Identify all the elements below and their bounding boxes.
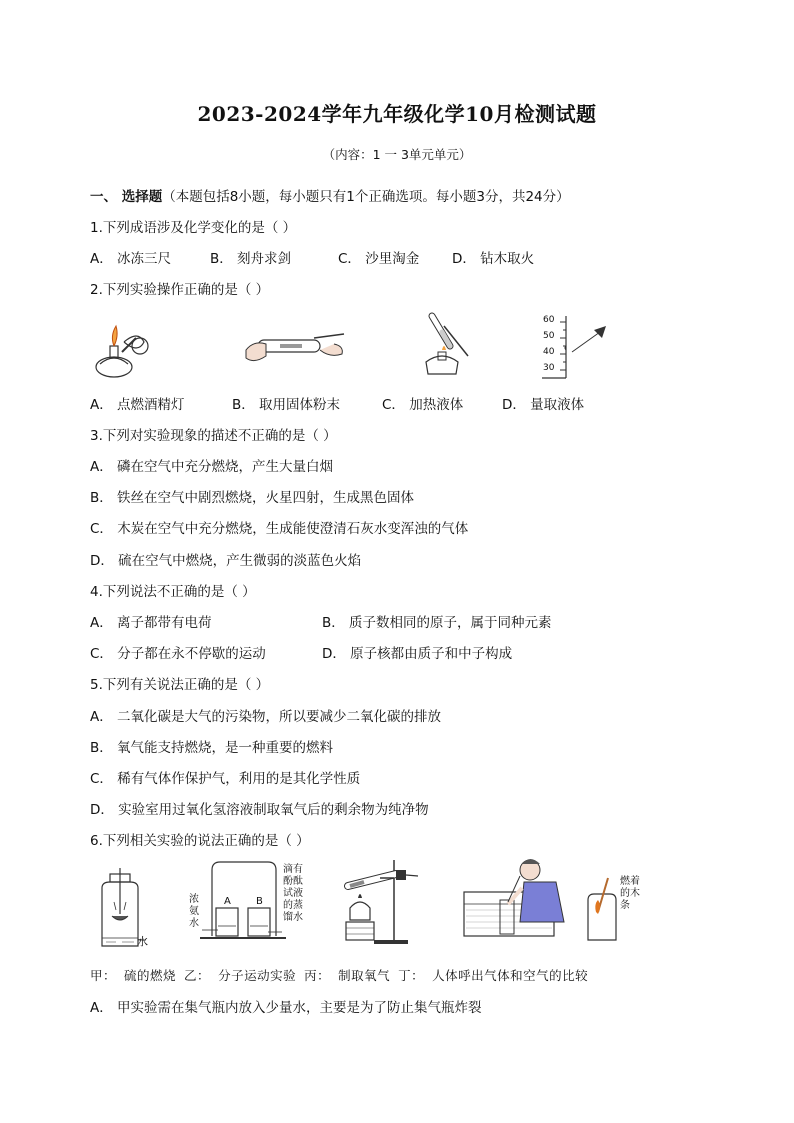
label-burning-stick-2: 的木: [620, 888, 640, 899]
q6-option-a: A． 甲实验需在集气瓶内放入少量水，主要是为了防止集气瓶炸裂: [90, 1000, 482, 1016]
q2-option-c: C． 加热液体: [382, 397, 464, 413]
powder-test-tube-figure: [240, 322, 350, 377]
q1-option-b: B． 刻舟求剑: [210, 251, 292, 267]
label-conc-ammonia-2: 氨: [189, 906, 199, 917]
scale-tick-50: 50: [543, 331, 555, 341]
question-2-stem: 2.下列实验操作正确的是（ ）: [90, 282, 270, 298]
q4-option-c: C． 分子都在永不停歇的运动: [90, 646, 266, 662]
scale-tick-60: 60: [543, 315, 555, 325]
q4-option-b: B． 质子数相同的原子，属于同种元素: [322, 615, 552, 631]
section-heading: [90, 185, 570, 205]
q5-option-d: D． 实验室用过氧化氢溶液制取氧气后的剩余物为纯净物: [90, 802, 429, 818]
q4-option-a: A． 离子都带有电荷: [90, 615, 212, 631]
q5-option-c: C． 稀有气体作保护气，利用的是其化学性质: [90, 771, 361, 787]
label-conc-ammonia: [189, 894, 199, 930]
q3-option-d: D． 硫在空气中燃烧，产生微弱的淡蓝色火焰: [90, 553, 362, 569]
alcohol-lamp-figure: [92, 312, 162, 382]
label-phenol-water-3: 试液: [283, 888, 303, 899]
label-burning-stick: [620, 876, 640, 912]
q3-option-a: A． 磷在空气中充分燃烧，产生大量白烟: [90, 459, 334, 475]
page-title: 2023-2024学年九年级化学10月检测试题: [197, 102, 597, 126]
oxygen-preparation-figure: [334, 856, 420, 948]
q3-option-c: C． 木炭在空气中充分燃烧，生成能使澄清石灰水变浑浊的气体: [90, 521, 469, 537]
burning-stick-figure: [582, 872, 622, 944]
label-burning-stick-1: 燃着: [620, 876, 640, 887]
label-phenol-water: [283, 864, 303, 924]
q2-option-a: A． 点燃酒精灯: [90, 397, 185, 413]
label-conc-ammonia-1: 浓: [189, 894, 199, 905]
label-phenol-water-5: 馏水: [283, 912, 303, 923]
label-beaker-b: B: [256, 896, 263, 907]
question-5-stem: 5.下列有关说法正确的是（ ）: [90, 677, 270, 693]
label-phenol-water-1: 滴有: [283, 864, 303, 875]
question-6-stem: 6.下列相关实验的说法正确的是（ ）: [90, 833, 310, 849]
q1-option-c: C． 沙里淘金: [338, 251, 420, 267]
scale-tick-40: 40: [543, 347, 555, 357]
page-subtitle: （内容：1 一 3单元单元）: [322, 147, 472, 162]
q3-option-b: B． 铁丝在空气中剧烈燃烧，火星四射，生成黑色固体: [90, 490, 415, 506]
q5-option-b: B． 氧气能支持燃烧，是一种重要的燃料: [90, 740, 334, 756]
question-3-stem: 3.下列对实验现象的描述不正确的是（ ）: [90, 428, 337, 444]
label-burning-stick-3: 条: [620, 900, 630, 911]
q2-option-b: B． 取用固体粉末: [232, 397, 341, 413]
heating-liquid-figure: [398, 310, 478, 382]
label-phenol-water-2: 酚酞: [283, 876, 303, 887]
q5-option-a: A． 二氧化碳是大气的污染物，所以要减少二氧化碳的排放: [90, 709, 442, 725]
label-water: 水: [137, 935, 148, 948]
label-conc-ammonia-3: 水: [189, 918, 199, 929]
label-beaker-a: A: [224, 896, 231, 907]
q4-option-d: D． 原子核都由质子和中子构成: [322, 646, 513, 662]
q1-option-d: D． 钻木取火: [452, 251, 535, 267]
question-4-stem: 4.下列说法不正确的是（ ）: [90, 584, 256, 600]
scale-tick-30: 30: [543, 363, 555, 373]
question-1-stem: 1.下列成语涉及化学变化的是（ ）: [90, 220, 297, 236]
section-note: （本题包括8小题，每小题只有1个正确选项。每小题3分，共24分）: [162, 189, 570, 205]
breath-comparison-figure: [460, 852, 580, 944]
label-phenol-water-4: 的蒸: [283, 900, 303, 911]
q6-figure-caption: 甲： 硫的燃烧 乙： 分子运动实验 丙： 制取氧气 丁： 人体呼出气体和空气的比较: [90, 968, 589, 983]
q1-option-a: A． 冰冻三尺: [90, 251, 172, 267]
q2-option-d: D． 量取液体: [502, 397, 585, 413]
section-title: 一、 选择题: [90, 189, 163, 205]
